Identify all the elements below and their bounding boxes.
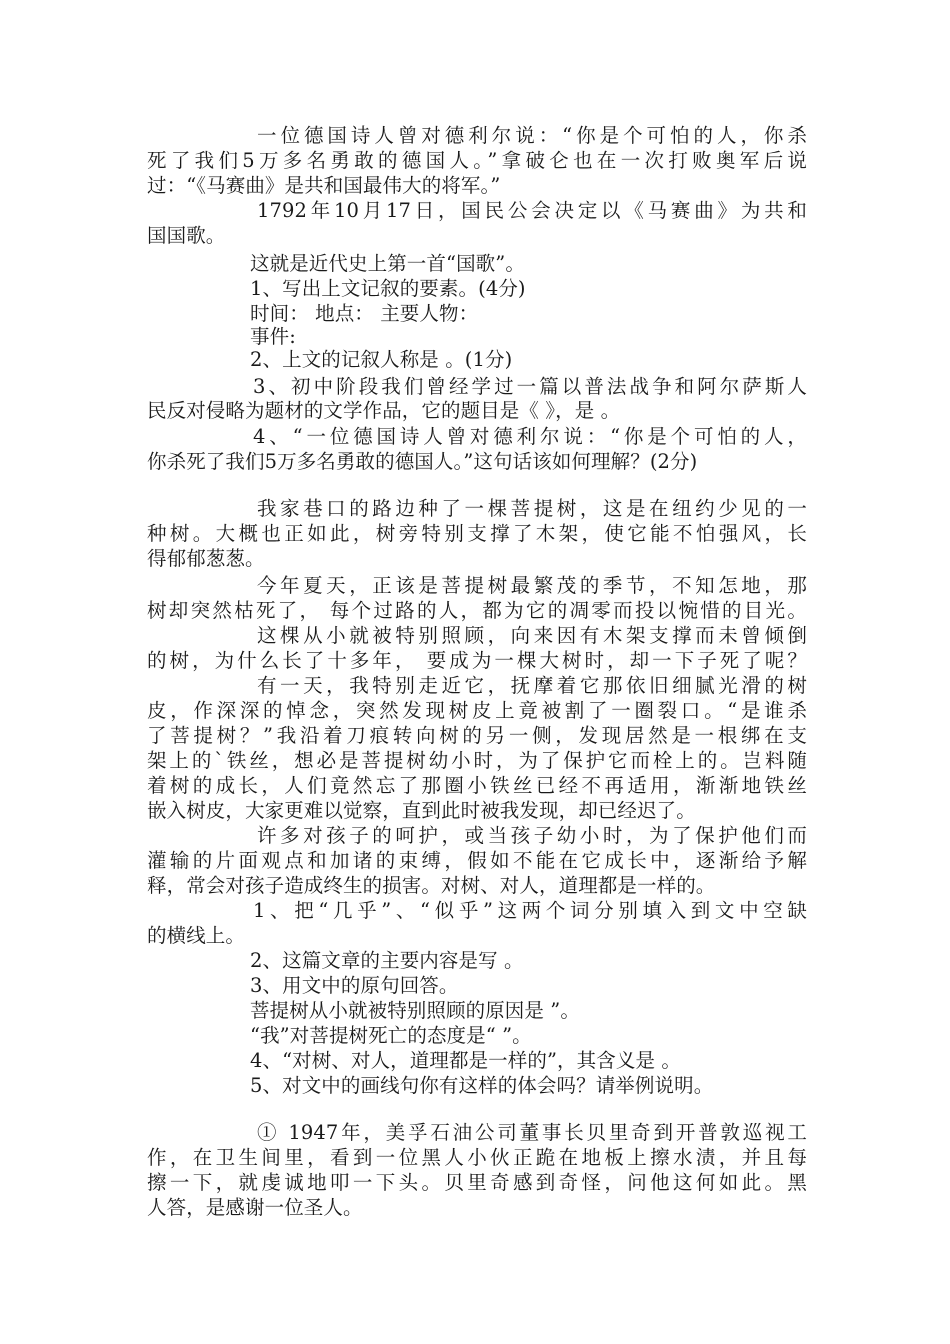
text-line: 今年夏天，正该是菩提树最繁茂的季节，不知怎地，那 [257, 574, 807, 597]
text-line: 这就是近代史上第一首“国歌”。 [250, 252, 525, 275]
text-line: 着树的成长，人们竟然忘了那圈小铁丝已经不再适用，渐渐地铁丝 [147, 774, 807, 797]
text-line: 死了我们5万多名勇敢的德国人。”拿破仑也在一次打败奥军后说 [147, 149, 807, 172]
question-line: 的横线上。 [147, 924, 246, 947]
question-line: “我”对菩提树死亡的态度是“ ”。 [250, 1024, 532, 1047]
text-line: 作，在卫生间里，看到一位黑人小伙正跪在地板上擦水渍，并且每 [147, 1146, 807, 1169]
text-line: 我家巷口的路边种了一棵菩提树，这是在纽约少见的一 [257, 497, 807, 520]
text-line: 种树。大概也正如此，树旁特别支撑了木架，使它能不怕强风，长 [147, 522, 807, 545]
question-line: 1、写出上文记叙的要素。(4分) [250, 277, 526, 300]
text-line: 1792年10月17日，国民公会决定以《马赛曲》为共和 [257, 199, 807, 222]
text-line: 许多对孩子的呵护，或当孩子幼小时，为了保护他们而 [257, 824, 807, 847]
text-line: 有一天，我特别走近它，抚摩着它那依旧细腻光滑的树 [257, 674, 807, 697]
text-line: 过：“《马赛曲》是共和国最伟大的将军。” [147, 174, 501, 197]
text-line: 这棵从小就被特别照顾，向来因有木架支撑而未曾倾倒 [257, 624, 807, 647]
question-line: 2、这篇文章的主要内容是写 。 [250, 949, 524, 972]
question-line: 3、用文中的原句回答。 [250, 974, 459, 997]
text-line: 擦一下，就虔诚地叩一下头。贝里奇感到奇怪，问他这何如此。黑 [147, 1171, 807, 1194]
question-line: 民反对侵略为题材的文学作品，它的题目是《 》，是 。 [147, 399, 621, 422]
question-line: 时间： 地点： 主要人物： [250, 302, 479, 325]
question-line: 4、“对树、对人，道理都是一样的”，其含义是 。 [250, 1049, 681, 1072]
text-line: 树却突然枯死了， 每个过路的人，都为它的凋零而投以惋惜的目光。 [147, 599, 807, 622]
text-line: 国国歌。 [147, 224, 226, 247]
question-line: 你杀死了我们5万多名勇敢的德国人。”这句话该如何理解？(2分) [147, 450, 698, 473]
text-line: 灌输的片面观点和加诸的束缚，假如不能在它成长中，逐渐给予解 [147, 849, 807, 872]
question-line: 3、初中阶段我们曾经学过一篇以普法战争和阿尔萨斯人 [253, 375, 807, 398]
question-line: 1、把“几乎”、“似乎”这两个词分别填入到文中空缺 [253, 899, 807, 922]
question-line: 4、“一位德国诗人曾对德利尔说：“你是个可怕的人， [253, 425, 807, 448]
text-line: 嵌入树皮，大家更难以觉察，直到此时被我发现，却已经迟了。 [147, 799, 696, 822]
question-line: 事件: [250, 325, 296, 348]
question-line: 菩提树从小就被特别照顾的原因是 ”。 [250, 999, 580, 1022]
text-line: 了菩提树？”我沿着刀痕转向树的另一侧，发现居然是一根绑在支 [147, 724, 807, 747]
text-line: 一位德国诗人曾对德利尔说：“你是个可怕的人，你杀 [257, 124, 807, 147]
text-line: 的树，为什么长了十多年， 要成为一棵大树时，却一下子死了呢？ [147, 649, 807, 672]
text-line: 释，常会对孩子造成终生的损害。对树、对人，道理都是一样的。 [147, 874, 716, 897]
text-line: 人答，是感谢一位圣人。 [147, 1196, 363, 1219]
text-line: 架上的`铁丝，想必是菩提树幼小时，为了保护它而栓上的。岂料随 [147, 749, 807, 772]
question-line: 5、对文中的画线句你有这样的体会吗？请举例说明。 [250, 1074, 714, 1097]
text-line: ① 1947年，美孚石油公司董事长贝里奇到开普敦巡视工 [257, 1121, 807, 1144]
text-line: 得郁郁葱葱。 [147, 547, 265, 570]
text-line: 皮，作深深的悼念，突然发现树皮上竟被割了一圈裂口。“是谁杀 [147, 699, 807, 722]
question-line: 2、上文的记叙人称是 。(1分) [250, 348, 513, 371]
